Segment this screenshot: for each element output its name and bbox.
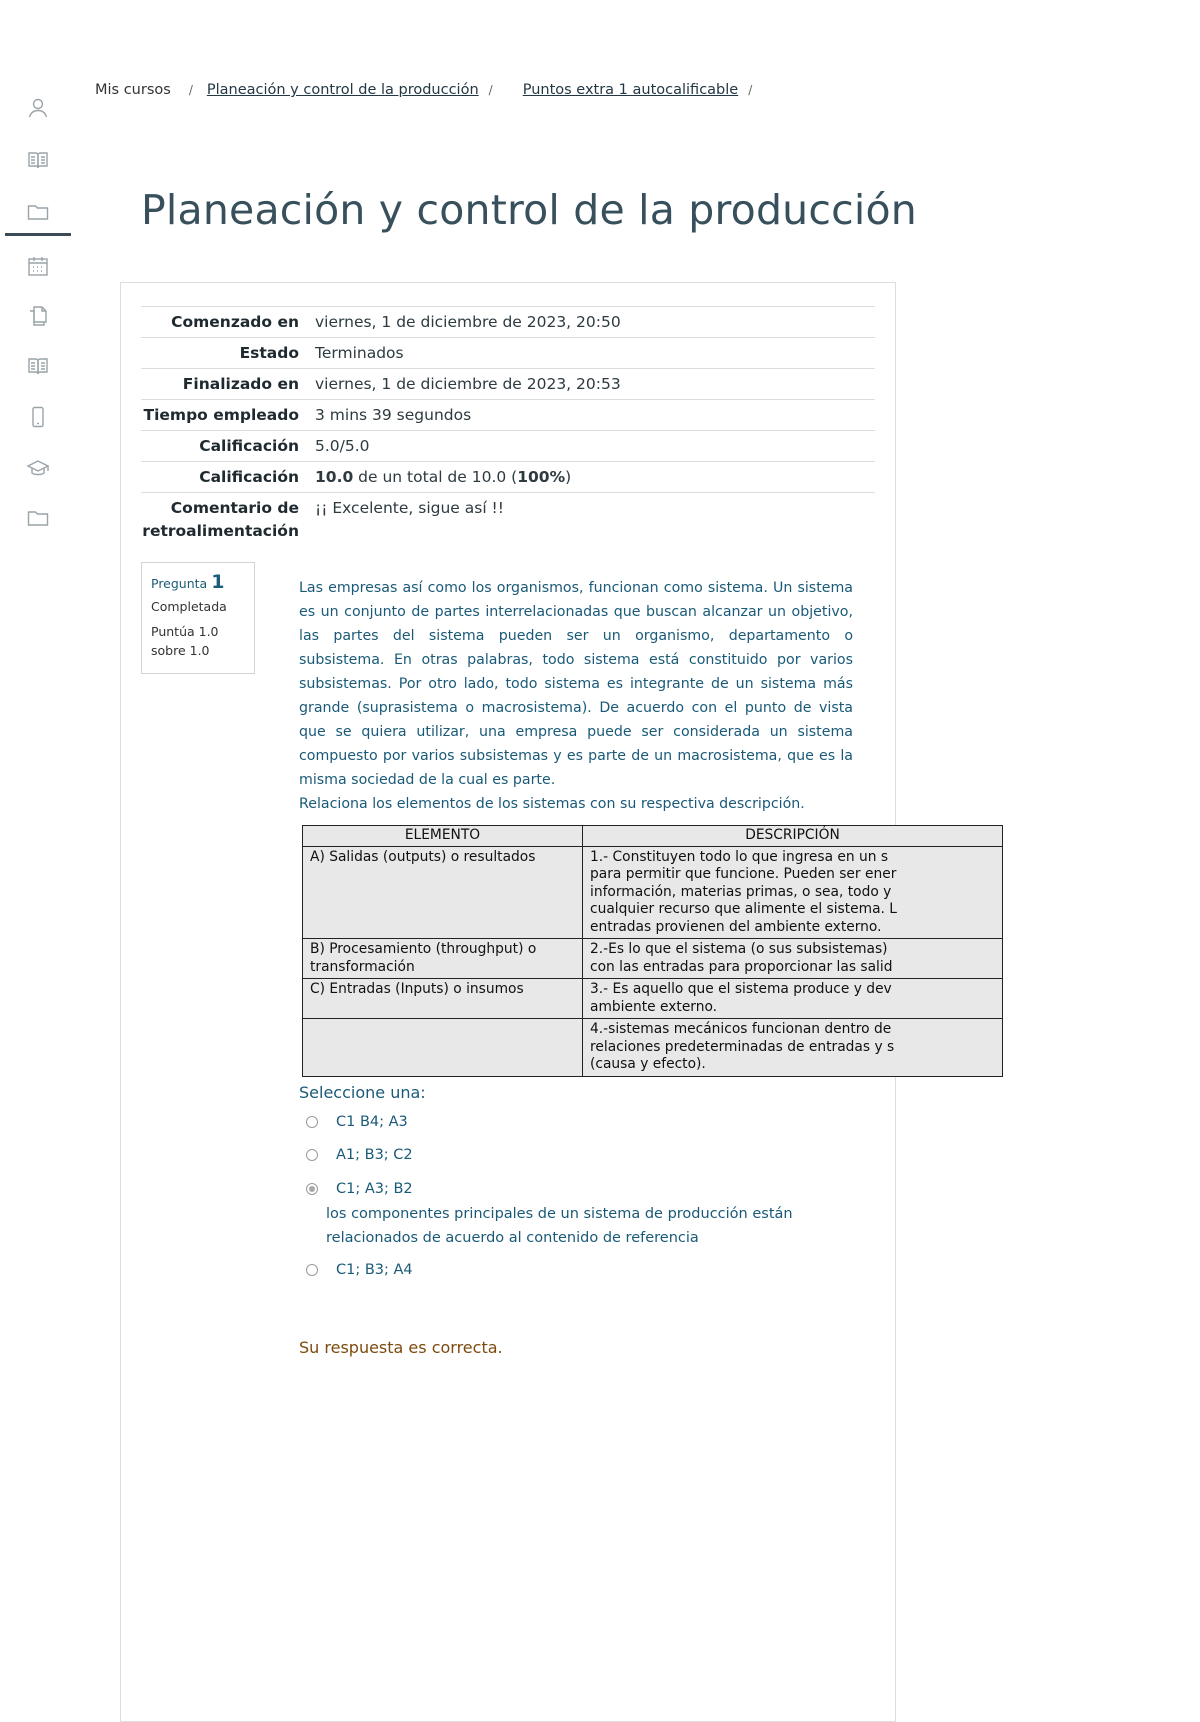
calendar-icon [26, 254, 50, 278]
table-cell-descripcion [583, 939, 1003, 979]
answer-option[interactable] [306, 1262, 413, 1278]
grade-total: de un total de 10.0 ( [353, 468, 518, 486]
summary-row-started [141, 307, 875, 338]
table-cell-line: cualquier recurso que alimente el sistema. L [590, 901, 897, 917]
answer-option-label: A1; B3; C2 [336, 1147, 413, 1163]
option-feedback: los componentes principales de un sistema de producción están relacionados de acuerdo al contenido de referencia [326, 1206, 793, 1246]
sidebar-calendar-icon[interactable] [20, 248, 56, 284]
summary-value: viernes, 1 de diciembre de 2023, 20:50 [315, 313, 621, 331]
question-body: Las empresas así como los organismos, funcionan como sistema. Un sistema es un conjunto de partes interrelacionadas que buscan alcanzar un objetivo, las partes del sistema pueden ser un organismo, departamento o subsistema. En otras palabras, todo sistema está constituido por varios subsistemas. Por otro lado, todo sistema es integrante de un sistema más grande (suprasistema o macrosistema). De acuerdo con el punto de vista que se quiera utilizar, una empresa puede ser considerada un sistema compuesto por varios subsistemas y es parte de un macrosistema, que es la misma sociedad de la cual es parte. [299, 580, 853, 788]
folder-icon [26, 200, 50, 224]
answer-option-label: C1; B3; A4 [336, 1262, 413, 1278]
summary-label: Estado [239, 344, 299, 362]
question-text [299, 576, 853, 816]
summary-row-time [141, 400, 875, 431]
question-number: Pregunta 1 [151, 571, 225, 593]
table-cell-line: B) Procesamiento (throughput) o [310, 941, 537, 957]
grade-percent: 100% [517, 468, 566, 486]
radio-button[interactable] [306, 1264, 318, 1276]
table-cell-elemento [303, 1019, 583, 1077]
table-cell-line: 3.- Es aquello que el sistema produce y dev [590, 981, 892, 997]
table-cell-line: entradas provienen del ambiente externo. [590, 918, 882, 935]
summary-value [315, 462, 875, 493]
summary-row-feedback [141, 493, 875, 547]
grade-value: 10.0 [315, 468, 354, 486]
summary-label: Finalizado en [182, 375, 299, 393]
folder-icon [26, 506, 50, 530]
breadcrumb [95, 82, 766, 98]
sidebar-active-indicator [5, 233, 71, 236]
answer-option-label: C1; A3; B2 [336, 1181, 413, 1197]
table-cell-line: 1.- Constituyen todo lo que ingresa en un s [590, 848, 889, 865]
table-header-descripcion: DESCRIPCIÓN [583, 826, 1003, 847]
table-row [303, 979, 1003, 1019]
breadcrumb-separator: / [748, 83, 753, 97]
summary-row-grade [141, 462, 875, 493]
user-icon [26, 96, 50, 120]
answer-option[interactable] [306, 1114, 408, 1130]
elements-table [302, 825, 1003, 1077]
sidebar-folder-icon-2[interactable] [20, 500, 56, 536]
radio-button-checked[interactable] [306, 1183, 318, 1195]
breadcrumb-link-course[interactable]: Planeación y control de la producción [206, 82, 479, 98]
sidebar-profile-icon[interactable] [20, 90, 56, 126]
table-cell-elemento [303, 846, 583, 939]
summary-value: ¡¡ Excelente, sigue así !! [315, 499, 504, 517]
summary-label: Comentario de retroalimentación [142, 499, 299, 540]
table-cell-line: relaciones predeterminadas de entradas y s [590, 1038, 895, 1055]
table-cell-elemento [303, 939, 583, 979]
table-cell-line: información, materias primas, o sea, todo y [590, 883, 892, 900]
sidebar-documents-icon[interactable] [20, 298, 56, 334]
answer-option-label: C1 B4; A3 [336, 1114, 408, 1130]
table-cell-descripcion [583, 1019, 1003, 1077]
summary-row-marks [141, 431, 875, 462]
select-one-label: Seleccione una: [299, 1083, 426, 1102]
table-cell-line: para permitir que funcione. Pueden ser ener [590, 866, 897, 882]
page-title: Planeación y control de la producción [141, 186, 917, 234]
answer-option[interactable] [306, 1147, 413, 1163]
breadcrumb-separator: / [188, 83, 193, 97]
summary-value: 5.0/5.0 [315, 437, 370, 455]
answer-option-selected[interactable] [306, 1181, 413, 1197]
table-cell-line: transformación [310, 958, 415, 975]
radio-button[interactable] [306, 1116, 318, 1128]
table-header-elemento: ELEMENTO [303, 826, 583, 847]
table-cell-descripcion [583, 846, 1003, 939]
attempt-summary-table [141, 306, 875, 546]
table-cell-elemento [303, 979, 583, 1019]
table-cell-descripcion [583, 979, 1003, 1019]
table-cell-line: C) Entradas (Inputs) o insumos [310, 981, 524, 997]
table-cell-line: con las entradas para proporcionar las salid [590, 958, 893, 975]
summary-label: Calificación [199, 437, 299, 455]
summary-row-state [141, 338, 875, 369]
table-cell-line: (causa y efecto). [590, 1056, 706, 1072]
question-state: Completada [151, 599, 227, 614]
documents-icon [26, 304, 50, 328]
question-prompt: Relaciona los elementos de los sistemas con su respectiva descripción. [299, 796, 805, 812]
answer-result: Su respuesta es correcta. [299, 1338, 503, 1357]
table-cell-line [310, 1021, 575, 1039]
breadcrumb-item-mis-cursos[interactable]: Mis cursos [95, 82, 171, 98]
summary-label: Calificación [199, 468, 299, 486]
book-icon [26, 354, 50, 378]
book-icon [26, 148, 50, 172]
summary-label: Comenzado en [171, 313, 299, 331]
summary-row-finished [141, 369, 875, 400]
summary-label: Tiempo empleado [143, 406, 299, 424]
sidebar-book-icon-2[interactable] [20, 348, 56, 384]
sidebar-book-icon[interactable] [20, 142, 56, 178]
question-grade: Puntúa 1.0 sobre 1.0 [151, 624, 219, 658]
radio-button[interactable] [306, 1149, 318, 1161]
table-cell-line: A) Salidas (outputs) o resultados [310, 848, 536, 865]
mobile-icon [26, 405, 50, 429]
sidebar-folder-icon[interactable] [20, 194, 56, 230]
table-cell-line: ambiente externo. [590, 998, 718, 1015]
summary-value: viernes, 1 de diciembre de 2023, 20:53 [315, 375, 621, 393]
table-cell-line: 4.-sistemas mecánicos funcionan dentro de [590, 1021, 892, 1037]
question-info-box [141, 562, 255, 674]
table-row [303, 1019, 1003, 1077]
table-row [303, 846, 1003, 939]
summary-value: Terminados [315, 344, 404, 362]
breadcrumb-separator: / [488, 83, 493, 97]
elements-table-image [302, 825, 897, 1072]
summary-value: 3 mins 39 segundos [315, 406, 472, 424]
grade-close: ) [565, 468, 572, 486]
sidebar-graduation-icon[interactable] [20, 450, 56, 486]
table-row [303, 939, 1003, 979]
sidebar-mobile-icon[interactable] [20, 399, 56, 435]
graduation-cap-icon [26, 456, 50, 480]
breadcrumb-link-quiz[interactable]: Puntos extra 1 autocalificable [522, 82, 739, 98]
table-cell-line: 2.-Es lo que el sistema (o sus subsistemas) [590, 941, 888, 957]
